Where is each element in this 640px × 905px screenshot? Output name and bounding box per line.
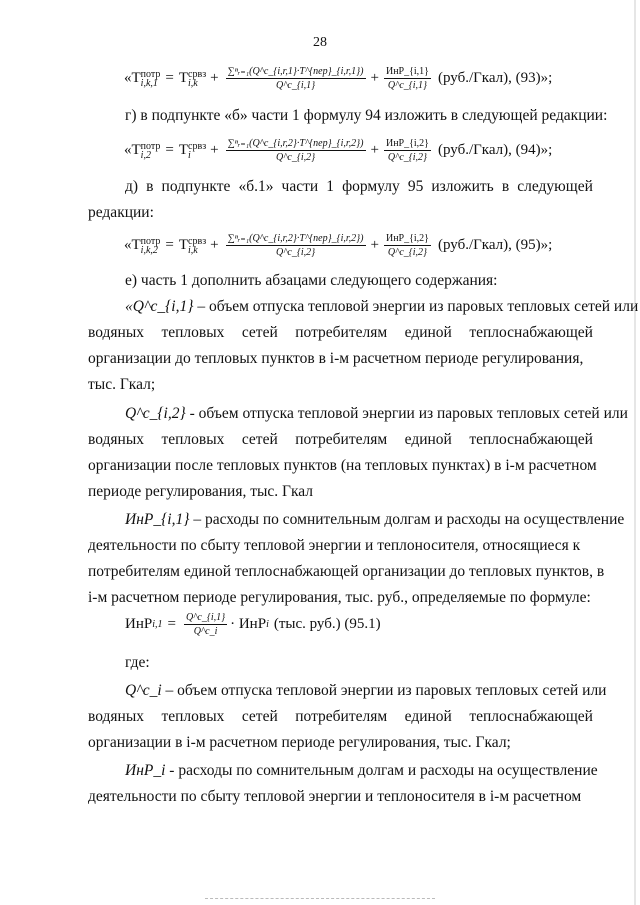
symbol-q-i2: Q^c_{i,2} xyxy=(125,405,186,422)
text: – объем отпуска тепловой энергии из паровых тепловых сетей или xyxy=(197,298,639,315)
word: сетей xyxy=(241,708,278,725)
word: единой xyxy=(404,431,452,448)
def-inr1-line3: потребителям единой теплоснабжающей организации до тепловых пунктов, в xyxy=(88,563,605,580)
def-inri-line1 xyxy=(125,762,598,780)
formula-tail: (руб./Гкал), (95)»; xyxy=(437,237,553,253)
word: водяных xyxy=(88,324,144,341)
formula-sub: i,k xyxy=(188,77,198,89)
formula-term: · ИнР xyxy=(230,616,267,632)
word: тепловых xyxy=(161,708,225,725)
word: «б.1» xyxy=(238,178,274,195)
def-q2-line3: организации после тепловых пунктов (на тепловых пунктах) в i-м расчетном xyxy=(88,457,597,474)
formula-tail: (руб./Гкал), (94)»; xyxy=(437,142,553,158)
word: теплоснабжающей xyxy=(469,324,593,341)
quote-open: « xyxy=(124,70,132,86)
frac-numerator: Q^c_{i,1} xyxy=(185,612,226,623)
formula-sup: потр xyxy=(140,140,161,152)
word: 95 xyxy=(407,178,424,195)
frac-numerator: ИнР_{i,1} xyxy=(385,66,429,77)
formula-lhs: T xyxy=(131,70,141,86)
word: в xyxy=(146,178,154,195)
page-number: 28 xyxy=(313,35,327,50)
frac-denominator: Q^c_{i,2} xyxy=(275,152,316,163)
symbol-inr-i: ИнР_i xyxy=(125,762,166,779)
text: - расходы по сомнительным долгам и расходы на осуществление xyxy=(169,762,598,779)
word: части xyxy=(281,178,319,195)
formula-sup: потр xyxy=(140,235,161,247)
frac-numerator: ∑ⁿᵣ₌₁(Q^c_{i,r,2}·T^{пер}_{i,r,2}) xyxy=(227,233,364,244)
quote-open: « xyxy=(124,237,132,253)
fraction-1 xyxy=(226,66,366,91)
formula-sub: i xyxy=(188,149,191,161)
formula-sub: i,k,1 xyxy=(140,77,158,89)
fraction-2 xyxy=(384,66,431,91)
frac-denominator: Q^c_{i,2} xyxy=(387,247,428,258)
frac-numerator: ∑ⁿᵣ₌₁(Q^c_{i,r,2}·T^{пер}_{i,r,2}) xyxy=(227,138,364,149)
equals-sign: = xyxy=(165,70,174,86)
formula-term: T xyxy=(178,142,189,158)
frac-numerator: ИнР_{i,2} xyxy=(385,233,429,244)
text: - объем отпуска тепловой энергии из паровых тепловых сетей или xyxy=(189,405,628,422)
frac-denominator: Q^c_{i,2} xyxy=(275,247,316,258)
word: теплоснабжающей xyxy=(469,708,593,725)
formula-94: « T потр i,2 = T срвз i + $\frac{\text{∑ⁿᵣ₌₁(Q\textasciicircum{}c\_\{i,r,2\}·T\textasciicircum{}\{пер\}\_\{i,r,2\})}}{Q\^{}c\_\{i,2\}}$ + $\frac{\text{ИнР\_\{i,2\}}}{Q\^{}c\_\{i,2\}}$ (руб./Гкал), (94)»; xyxy=(124,138,553,163)
formula-sub: i,1 xyxy=(152,619,163,630)
word: теплоснабжающей xyxy=(469,431,593,448)
formula-sup: срвз xyxy=(188,140,207,152)
formula-lhs: T xyxy=(131,142,141,158)
formula-sup: срвз xyxy=(188,68,207,80)
where-label: где: xyxy=(125,654,150,671)
fraction-1 xyxy=(226,138,366,163)
scan-edge xyxy=(634,0,636,905)
word: следующей xyxy=(517,178,593,195)
text: – объем отпуска тепловой энергии из паровых тепловых сетей или xyxy=(165,682,607,699)
fraction-2 xyxy=(384,233,431,258)
formula-term: T xyxy=(178,237,189,253)
scan-bottom-mark xyxy=(205,898,435,900)
frac-numerator: ∑ⁿᵣ₌₁(Q^c_{i,r,1}·T^{пер}_{i,r,1}) xyxy=(227,66,364,77)
def-q2-line1 xyxy=(125,405,628,423)
formula-sup: срвз xyxy=(188,235,207,247)
para-e: е) часть 1 дополнить абзацами следующего содержания: xyxy=(125,272,498,289)
def-q1-line1 xyxy=(125,298,639,316)
formula-tail: (руб./Гкал), (93)»; xyxy=(437,70,553,86)
symbol-q-i1: «Q^c_{i,1} xyxy=(125,298,194,315)
word: потребителям xyxy=(295,431,388,448)
def-qi-line2 xyxy=(88,708,593,726)
formula-lhs: T xyxy=(131,237,141,253)
def-qi-line1 xyxy=(125,682,607,700)
def-qi-line3: организации в i-м расчетном периоде регулирования, тыс. Гкал; xyxy=(88,734,511,751)
word: тепловых xyxy=(161,431,225,448)
word: в xyxy=(501,178,510,195)
word: единой xyxy=(404,324,452,341)
equals-sign: = xyxy=(167,616,176,632)
def-q2-line2 xyxy=(88,431,593,449)
equals-sign: = xyxy=(165,237,174,253)
word: водяных xyxy=(88,708,144,725)
word: д) xyxy=(125,178,139,195)
def-q1-line3: организации до тепловых пунктов в i-м расчетном периоде регулирования, xyxy=(88,350,584,367)
def-q1-line2 xyxy=(88,324,593,342)
para-d-line1 xyxy=(125,178,593,196)
word: подпункте xyxy=(161,178,231,195)
formula-sup: потр xyxy=(140,68,161,80)
formula-lhs: ИнР xyxy=(125,616,153,632)
word: сетей xyxy=(241,431,278,448)
formula-term: T xyxy=(178,70,189,86)
frac-denominator: Q^c_{i,1} xyxy=(387,80,428,91)
frac-denominator: Q^c_{i,2} xyxy=(387,152,428,163)
formula-95-1 xyxy=(125,612,381,637)
def-inr1-line4: i-м расчетном периоде регулирования, тыс. руб., определяемые по формуле: xyxy=(88,589,591,606)
quote-open: « xyxy=(124,142,132,158)
def-q1-line4: тыс. Гкал; xyxy=(88,376,156,393)
para-d-line2: редакции: xyxy=(88,204,154,221)
word: потребителям xyxy=(295,324,388,341)
word: единой xyxy=(404,708,452,725)
fraction-1 xyxy=(226,233,366,258)
def-inri-line2: деятельности по сбыту тепловой энергии и теплоносителя в i-м расчетном xyxy=(88,788,582,805)
word: изложить xyxy=(431,178,494,195)
frac-denominator: Q^c_{i,1} xyxy=(275,80,316,91)
word: сетей xyxy=(241,324,278,341)
para-g: г) в подпункте «б» части 1 формулу 94 изложить в следующей редакции: xyxy=(125,107,608,124)
formula-93: « T потр i,k,1 = T срвз i,k + $\frac{\text{∑ⁿᵣ₌₁(Q\textasciicircum{}c\_\{i,r,1\}·T\textasciicircum{}\{пер\}\_\{i,r,1\})}}{Q\^{}c\_\{i,1\}}$ + $\frac{\text{ИнР\_\{i,1\}}}{Q\^{}c\_\{i,1\}}$ (руб./Гкал), (93)»; xyxy=(124,66,553,91)
text: – расходы по сомнительным долгам и расходы на осуществление xyxy=(193,511,625,528)
frac-denominator: Q^c_i xyxy=(193,626,218,637)
formula-sub: i,k,2 xyxy=(140,244,158,256)
equals-sign: = xyxy=(165,142,174,158)
formula-sub: i,2 xyxy=(140,149,151,161)
word: формулу xyxy=(342,178,400,195)
word: водяных xyxy=(88,431,144,448)
word: тепловых xyxy=(161,324,225,341)
symbol-q-i: Q^c_i xyxy=(125,682,162,699)
word: 1 xyxy=(326,178,334,195)
def-q2-line4: периоде регулирования, тыс. Гкал xyxy=(88,483,314,500)
def-inr1-line2: деятельности по сбыту тепловой энергии и теплоносителя, относящиеся к xyxy=(88,537,581,554)
formula-95: « T потр i,k,2 = T срвз i,k + $\frac{\text{∑ⁿᵣ₌₁(Q\textasciicircum{}c\_\{i,r,2\}·T\textasciicircum{}\{пер\}\_\{i,r,2\})}}{Q\^{}c\_\{i,2\}}$ + $\frac{\text{ИнР\_\{i,2\}}}{Q\^{}c\_\{i,2\}}$ (руб./Гкал), (95)»; xyxy=(124,233,553,258)
formula-sub: i xyxy=(266,619,269,630)
frac-numerator: ИнР_{i,2} xyxy=(385,138,429,149)
formula-sub: i,k xyxy=(188,244,198,256)
def-inr1-line1 xyxy=(125,511,625,529)
fraction xyxy=(184,612,227,637)
fraction-2 xyxy=(384,138,431,163)
formula-tail: (тыс. руб.) (95.1) xyxy=(273,616,381,632)
word: потребителям xyxy=(295,708,388,725)
symbol-inr-i1: ИнР_{i,1} xyxy=(125,511,190,528)
